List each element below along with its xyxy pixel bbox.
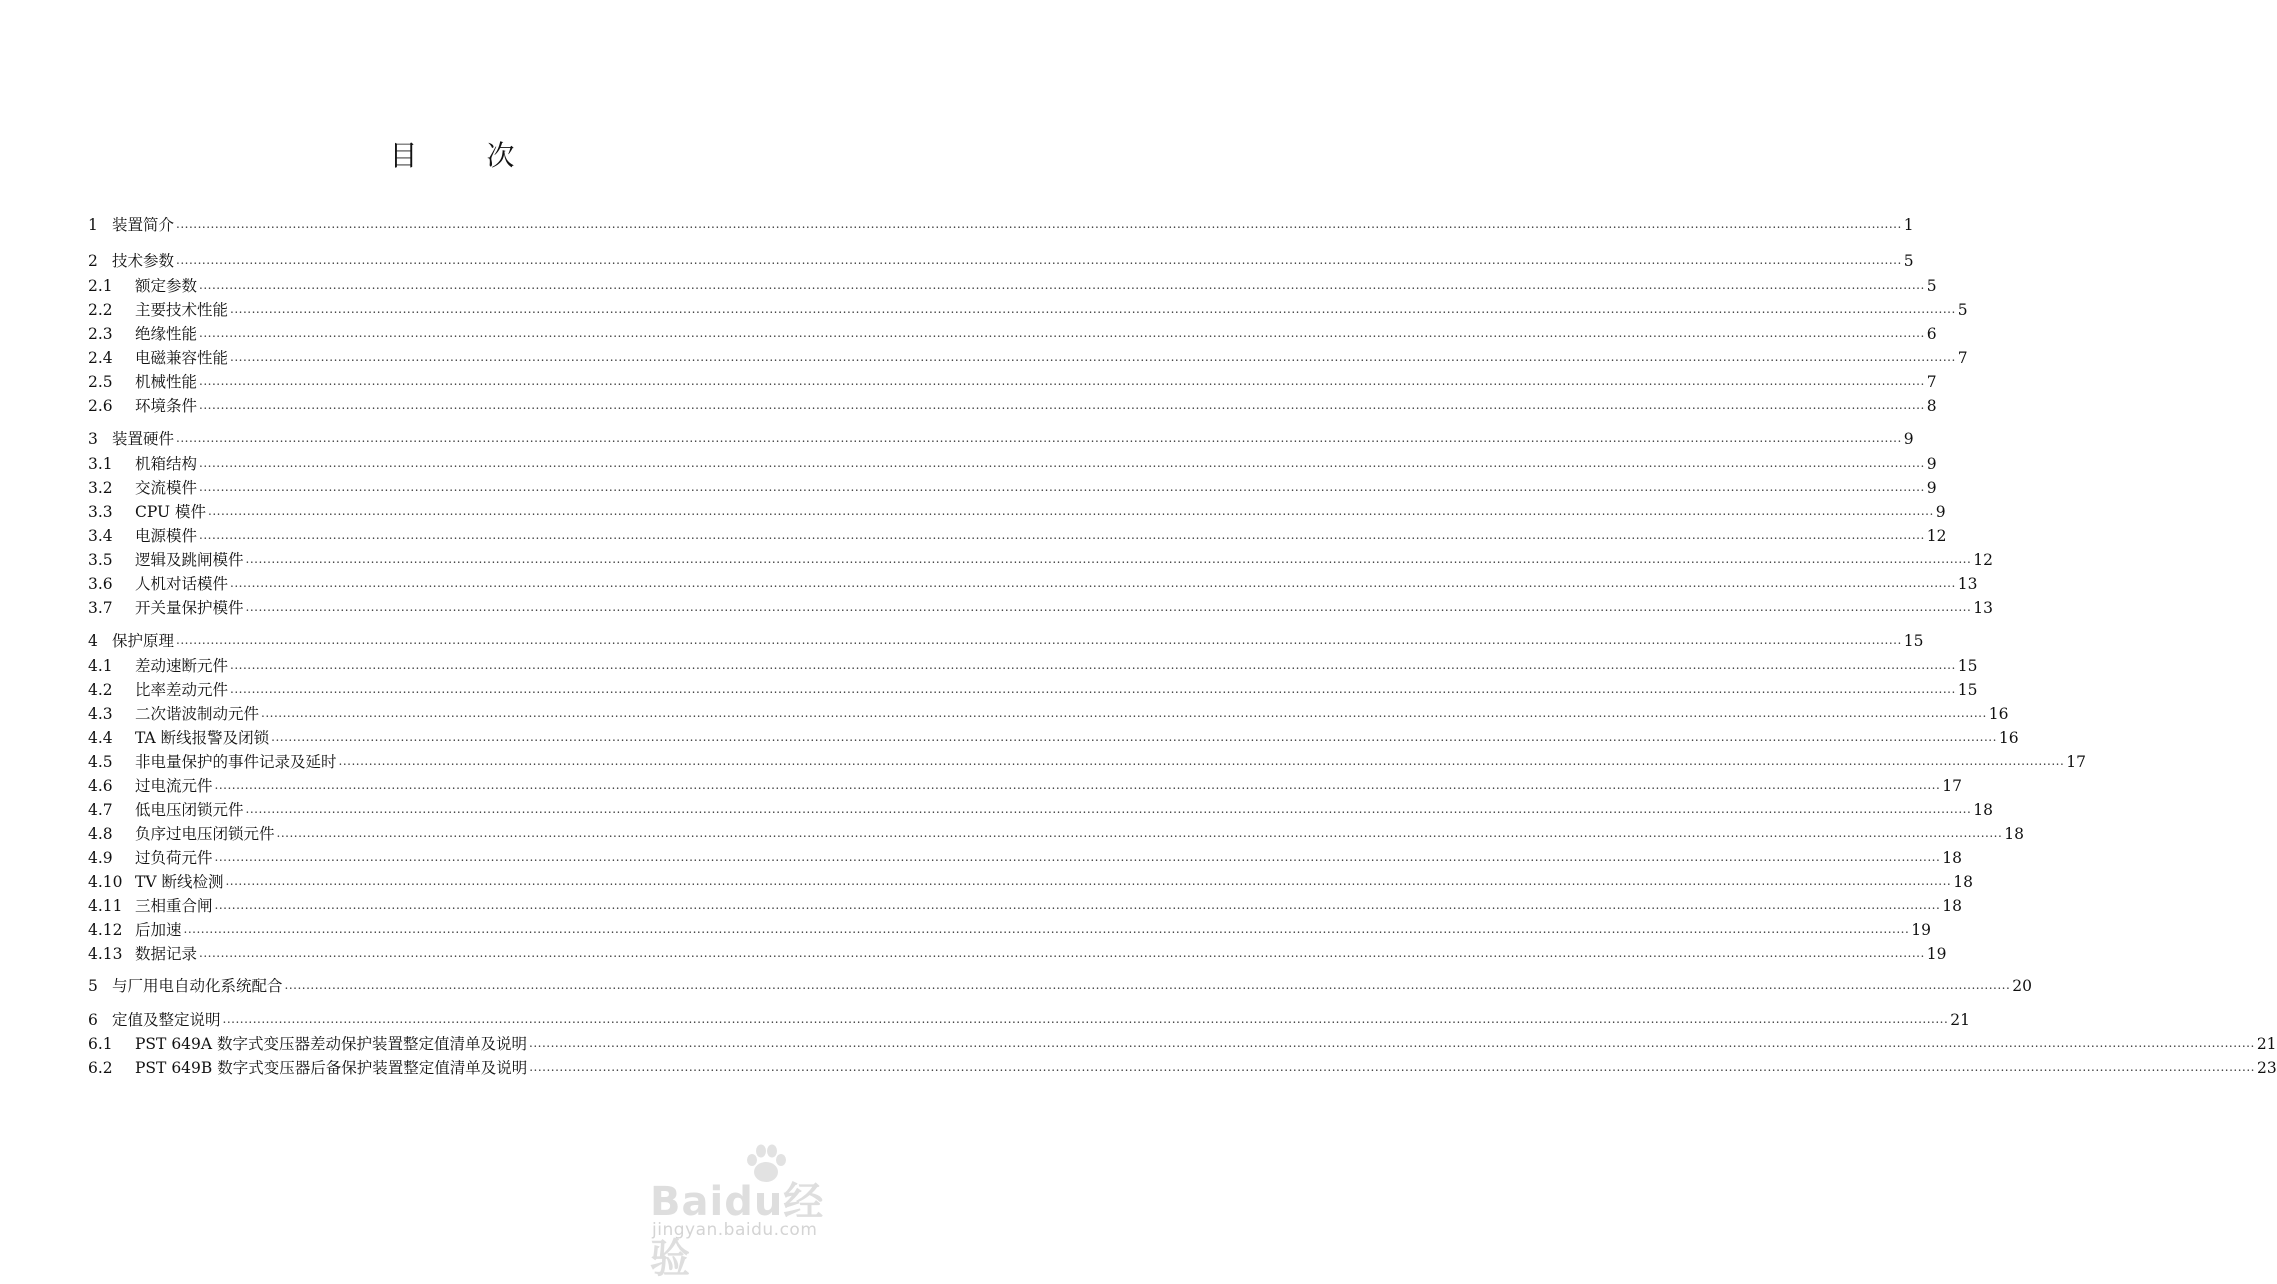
toc-entry-page: 5 [1957, 301, 1968, 319]
toc-entry[interactable] [88, 798, 1994, 820]
toc-entry-title: 二次谐波制动元件 [135, 705, 260, 723]
toc-entry-title: 机箱结构 [135, 455, 198, 473]
toc-leader-dots: ................................................................................................................................................................................................................................................................................................................................................................................................................ [199, 398, 1925, 412]
toc-leader-dots: ................................................................................................................................................................................................................................................................................................................................................................................................................ [245, 600, 1972, 614]
toc-entry-page: 12 [1973, 551, 1994, 569]
toc-entry-title: 三相重合闸 [135, 897, 213, 915]
toc-entry-title: 过电流元件 [135, 777, 213, 795]
toc-entry-page: 15 [1957, 681, 1978, 699]
toc-entry-number: 4.9 [88, 849, 113, 867]
watermark-logo: Baidu经验 [650, 1179, 825, 1282]
toc-entry-page: 17 [2066, 753, 2087, 771]
page-title: 目 次 [389, 139, 545, 172]
toc-leader-dots: ................................................................................................................................................................................................................................................................................................................................................................................................................ [176, 253, 1902, 267]
toc-entry-page: 1 [1903, 216, 1914, 234]
toc-leader-dots: ................................................................................................................................................................................................................................................................................................................................................................................................................ [176, 217, 1902, 231]
toc-leader-dots: ................................................................................................................................................................................................................................................................................................................................................................................................................ [529, 1060, 2255, 1074]
toc-entry-title: 装置简介 [112, 216, 175, 234]
toc-leader-dots: ................................................................................................................................................................................................................................................................................................................................................................................................................ [222, 1012, 1949, 1026]
toc-entry[interactable] [88, 654, 1978, 676]
toc-entry-number: 1 [88, 216, 98, 234]
toc-entry-title: 逻辑及跳闸模件 [135, 551, 244, 569]
toc-entry-title: 交流模件 [135, 479, 198, 497]
baidu-jingyan-watermark [650, 1140, 850, 1282]
toc-entry-title: TA 断线报警及闭锁 [135, 729, 270, 747]
toc-entry-title: CPU 模件 [135, 503, 207, 521]
toc-entry[interactable] [88, 942, 1947, 964]
toc-leader-dots: ................................................................................................................................................................................................................................................................................................................................................................................................................ [214, 850, 1941, 864]
toc-entry-number: 3.7 [88, 599, 113, 617]
toc-entry-page: 18 [2004, 825, 2025, 843]
toc-entry-number: 4.1 [88, 657, 113, 675]
toc-entry-page: 21 [2256, 1035, 2277, 1053]
toc-entry-number: 2.5 [88, 373, 113, 391]
watermark-url: jingyan.baidu.com [652, 1220, 818, 1240]
toc-entry[interactable] [88, 894, 1963, 916]
toc-entry[interactable] [88, 1056, 2277, 1078]
toc-entry[interactable] [88, 370, 1937, 392]
toc-entry-title: 数据记录 [135, 945, 198, 963]
toc-leader-dots: ................................................................................................................................................................................................................................................................................................................................................................................................................ [230, 302, 1956, 316]
toc-entry-number: 2.3 [88, 325, 113, 343]
toc-entry-title: 主要技术性能 [135, 301, 229, 319]
toc-entry-title: 低电压闭锁元件 [135, 801, 244, 819]
toc-entry-page: 18 [1973, 801, 1994, 819]
toc-entry-page: 18 [1953, 873, 1973, 891]
toc-leader-dots: ................................................................................................................................................................................................................................................................................................................................................................................................................ [176, 633, 1902, 647]
toc-entry[interactable] [88, 629, 1924, 651]
toc-entry-title: 定值及整定说明 [112, 1011, 221, 1029]
toc-leader-dots: ................................................................................................................................................................................................................................................................................................................................................................................................................ [230, 350, 1956, 364]
toc-entry[interactable] [88, 974, 2033, 996]
toc-entry-page: 23 [2257, 1059, 2277, 1077]
toc-entry-number: 3.1 [88, 455, 113, 473]
toc-leader-dots: ................................................................................................................................................................................................................................................................................................................................................................................................................ [214, 778, 1941, 792]
toc-leader-dots: ................................................................................................................................................................................................................................................................................................................................................................................................................ [230, 576, 1956, 590]
toc-entry[interactable] [88, 427, 1914, 449]
toc-entry[interactable] [88, 346, 1968, 368]
toc-entry-page: 20 [2012, 977, 2033, 995]
toc-entry-page: 12 [1926, 527, 1947, 545]
toc-entry-page: 15 [1957, 657, 1978, 675]
toc-entry-number: 4.10 [88, 873, 123, 891]
toc-entry-title: 过负荷元件 [135, 849, 213, 867]
toc-entry-number: 6 [88, 1011, 98, 1029]
toc-entry[interactable] [88, 249, 1914, 271]
toc-entry-title: 装置硬件 [112, 430, 175, 448]
toc-entry-number: 3.5 [88, 551, 113, 569]
toc-leader-dots: ................................................................................................................................................................................................................................................................................................................................................................................................................ [199, 374, 1925, 388]
toc-entry-page: 5 [1926, 277, 1937, 295]
toc-entry-number: 3.2 [88, 479, 113, 497]
toc-entry-page: 18 [1942, 849, 1963, 867]
toc-leader-dots: ................................................................................................................................................................................................................................................................................................................................................................................................................ [284, 978, 2011, 992]
toc-entry-title: TV 断线检测 [135, 873, 224, 891]
toc-entry[interactable] [88, 452, 1937, 474]
toc-entry-number: 3.3 [88, 503, 113, 521]
toc-entry-number: 2.2 [88, 301, 113, 319]
toc-entry-title: 绝缘性能 [135, 325, 198, 343]
toc-leader-dots: ................................................................................................................................................................................................................................................................................................................................................................................................................ [245, 552, 1972, 566]
toc-leader-dots: ................................................................................................................................................................................................................................................................................................................................................................................................................ [245, 802, 1972, 816]
toc-entry-page: 16 [1998, 729, 2019, 747]
toc-entry[interactable] [88, 1032, 2277, 1054]
toc-entry-title: PST 649B 数字式变压器后备保护装置整定值清单及说明 [135, 1059, 528, 1077]
toc-leader-dots: ................................................................................................................................................................................................................................................................................................................................................................................................................ [208, 504, 1934, 518]
toc-leader-dots: ................................................................................................................................................................................................................................................................................................................................................................................................................ [271, 730, 1997, 744]
toc-entry-number: 4.8 [88, 825, 113, 843]
toc-leader-dots: ................................................................................................................................................................................................................................................................................................................................................................................................................ [261, 706, 1987, 720]
toc-entry[interactable] [88, 870, 1973, 892]
toc-leader-dots: ................................................................................................................................................................................................................................................................................................................................................................................................................ [199, 480, 1925, 494]
toc-entry-title: 与厂用电自动化系统配合 [112, 977, 283, 995]
toc-entry[interactable] [88, 596, 1994, 618]
toc-leader-dots: ................................................................................................................................................................................................................................................................................................................................................................................................................ [225, 874, 1952, 888]
toc-entry[interactable] [88, 678, 1978, 700]
toc-entry-page: 19 [1911, 921, 1932, 939]
toc-entry-number: 4.12 [88, 921, 123, 939]
toc-entry-page: 9 [1935, 503, 1946, 521]
toc-entry[interactable] [88, 726, 2019, 748]
toc-entry-number: 3 [88, 430, 98, 448]
toc-leader-dots: ................................................................................................................................................................................................................................................................................................................................................................................................................ [276, 826, 2003, 840]
toc-entry[interactable] [88, 322, 1937, 344]
toc-entry-page: 9 [1926, 455, 1937, 473]
toc-entry-title: PST 649A 数字式变压器差动保护装置整定值清单及说明 [135, 1035, 528, 1053]
toc-entry-title: 保护原理 [112, 632, 175, 650]
toc-entry-number: 4.6 [88, 777, 113, 795]
toc-entry[interactable] [88, 1008, 1971, 1030]
toc-entry[interactable] [88, 572, 1978, 594]
toc-leader-dots: ................................................................................................................................................................................................................................................................................................................................................................................................................ [230, 658, 1956, 672]
toc-entry-page: 8 [1926, 397, 1937, 415]
toc-leader-dots: ................................................................................................................................................................................................................................................................................................................................................................................................................ [214, 898, 1941, 912]
toc-entry-number: 6.1 [88, 1035, 113, 1053]
toc-entry-title: 人机对话模件 [135, 575, 229, 593]
toc-entry-number: 2.1 [88, 277, 113, 295]
toc-entry-number: 4 [88, 632, 98, 650]
toc-entry-page: 7 [1957, 349, 1968, 367]
toc-entry-number: 5 [88, 977, 98, 995]
toc-entry-title: 电磁兼容性能 [135, 349, 229, 367]
toc-entry[interactable] [88, 500, 1946, 522]
toc-leader-dots: ................................................................................................................................................................................................................................................................................................................................................................................................................ [199, 946, 1925, 960]
toc-entry-title: 环境条件 [135, 397, 198, 415]
toc-leader-dots: ................................................................................................................................................................................................................................................................................................................................................................................................................ [176, 431, 1902, 445]
toc-entry-page: 9 [1926, 479, 1937, 497]
toc-entry[interactable] [88, 213, 1914, 235]
toc-entry-number: 4.13 [88, 945, 123, 963]
toc-entry-number: 3.6 [88, 575, 113, 593]
toc-entry[interactable] [88, 750, 2087, 772]
toc-entry[interactable] [88, 822, 2025, 844]
toc-entry[interactable] [88, 918, 1932, 940]
toc-entry[interactable] [88, 548, 1994, 570]
toc-entry-page: 6 [1926, 325, 1937, 343]
toc-entry-page: 19 [1926, 945, 1947, 963]
toc-entry-page: 7 [1926, 373, 1937, 391]
toc-entry-number: 4.7 [88, 801, 113, 819]
toc-entry[interactable] [88, 274, 1937, 296]
toc-entry-number: 4.11 [88, 897, 123, 915]
toc-entry[interactable] [88, 298, 1968, 320]
toc-entry[interactable] [88, 476, 1937, 498]
toc-entry-page: 9 [1903, 430, 1914, 448]
toc-entry-number: 2.6 [88, 397, 113, 415]
toc-entry-title: 差动速断元件 [135, 657, 229, 675]
toc-entry[interactable] [88, 394, 1937, 416]
toc-entry-title: 负序过电压闭锁元件 [135, 825, 275, 843]
toc-entry-page: 21 [1950, 1011, 1971, 1029]
toc-leader-dots: ................................................................................................................................................................................................................................................................................................................................................................................................................ [199, 456, 1925, 470]
toc-leader-dots: ................................................................................................................................................................................................................................................................................................................................................................................................................ [199, 528, 1925, 542]
toc-entry-title: 比率差动元件 [135, 681, 229, 699]
toc-entry-page: 5 [1903, 252, 1914, 270]
toc-leader-dots: ................................................................................................................................................................................................................................................................................................................................................................................................................ [183, 922, 1910, 936]
toc-entry[interactable] [88, 524, 1947, 546]
toc-leader-dots: ................................................................................................................................................................................................................................................................................................................................................................................................................ [230, 682, 1956, 696]
toc-entry-title: 开关量保护模件 [135, 599, 244, 617]
toc-entry-number: 4.5 [88, 753, 113, 771]
toc-entry-number: 3.4 [88, 527, 113, 545]
toc-entry-title: 技术参数 [112, 252, 175, 270]
toc-entry-page: 16 [1988, 705, 2009, 723]
toc-entry-number: 4.3 [88, 705, 113, 723]
toc-entry-page: 15 [1903, 632, 1924, 650]
toc-entry-page: 17 [1942, 777, 1963, 795]
toc-entry-title: 机械性能 [135, 373, 198, 391]
toc-entry-page: 13 [1957, 575, 1978, 593]
toc-entry-number: 4.2 [88, 681, 113, 699]
toc-leader-dots: ................................................................................................................................................................................................................................................................................................................................................................................................................ [338, 754, 2065, 768]
toc-leader-dots: ................................................................................................................................................................................................................................................................................................................................................................................................................ [529, 1036, 2255, 1050]
toc-entry-title: 电源模件 [135, 527, 198, 545]
toc-entry[interactable] [88, 774, 1963, 796]
toc-entry[interactable] [88, 702, 2009, 724]
toc-entry-title: 额定参数 [135, 277, 198, 295]
toc-entry[interactable] [88, 846, 1963, 868]
toc-entry-page: 18 [1942, 897, 1963, 915]
toc-entry-title: 后加速 [135, 921, 182, 939]
toc-leader-dots: ................................................................................................................................................................................................................................................................................................................................................................................................................ [199, 278, 1925, 292]
toc-leader-dots: ................................................................................................................................................................................................................................................................................................................................................................................................................ [199, 326, 1925, 340]
toc-entry-page: 13 [1973, 599, 1994, 617]
toc-entry-number: 2.4 [88, 349, 113, 367]
toc-entry-title: 非电量保护的事件记录及延时 [135, 753, 337, 771]
toc-entry-number: 2 [88, 252, 98, 270]
toc-entry-number: 6.2 [88, 1059, 113, 1077]
toc-entry-number: 4.4 [88, 729, 113, 747]
